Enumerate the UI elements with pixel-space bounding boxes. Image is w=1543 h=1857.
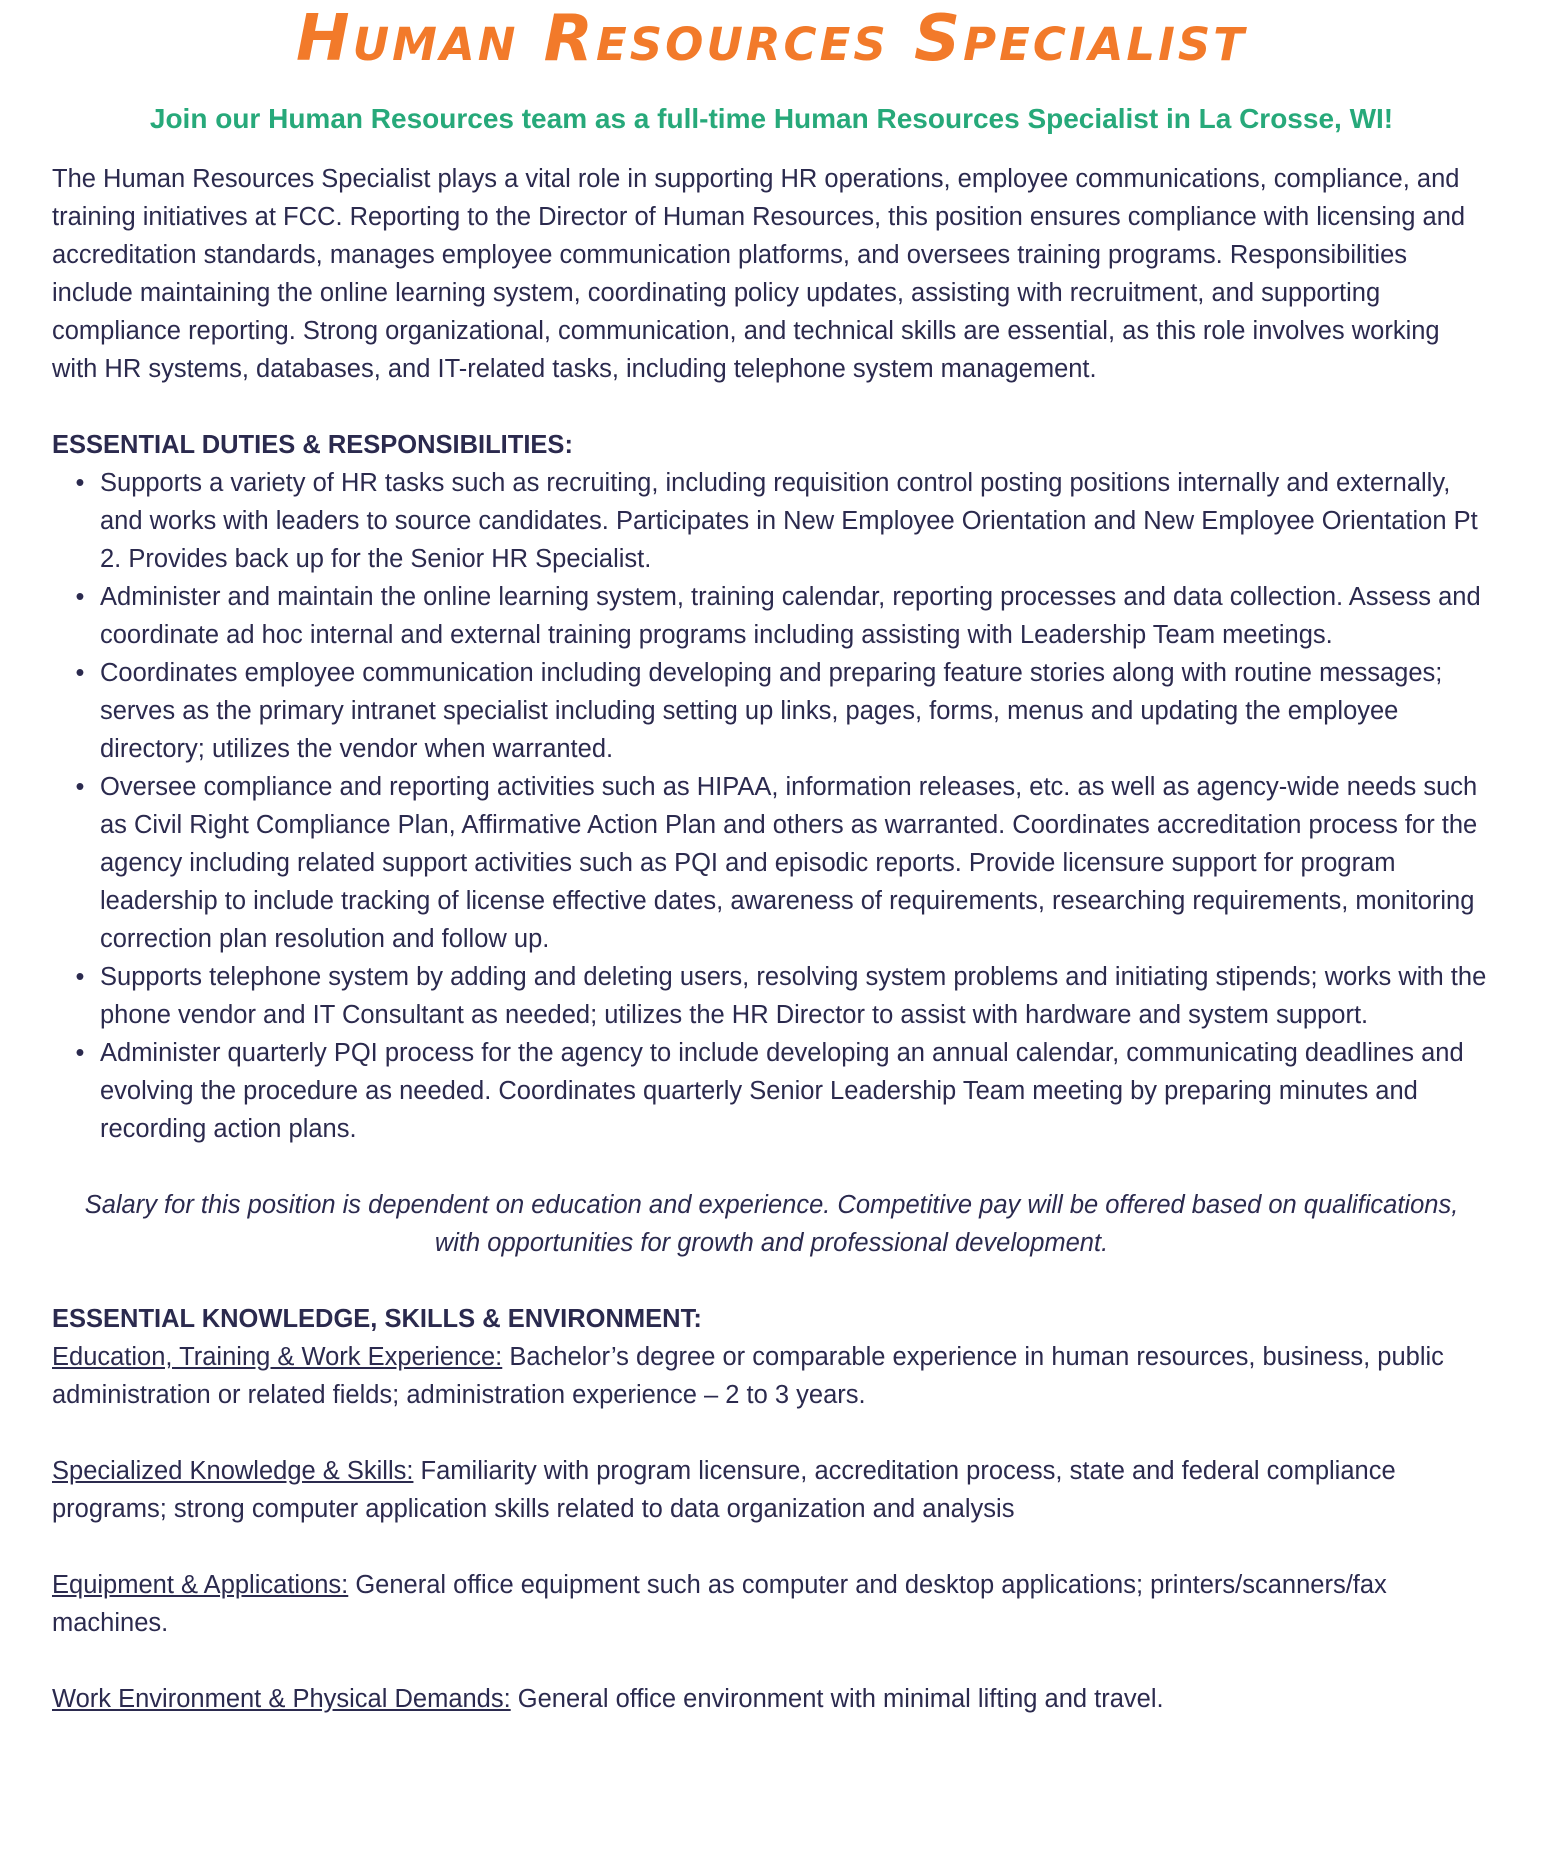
bullet-icon: • <box>75 1039 85 1067</box>
salary-note: Salary for this position is dependent on education and experience. Competitive pay will be offered based on qualifications, with opportunities for growth and professional development. <box>84 1191 1459 1257</box>
kse-heading: ESSENTIAL KNOWLEDGE, SKILLS & ENVIRONMENT: <box>52 1305 702 1333</box>
list-item <box>75 1034 1491 1148</box>
kse-skills-text: Familiarity with program licensure, accreditation process, state and federal compliance programs; strong computer application skills related to data organization and analysis <box>52 1457 1396 1523</box>
bullet-icon: • <box>75 583 85 611</box>
list-item <box>75 654 1491 768</box>
kse-education <box>52 1338 1491 1414</box>
list-item <box>75 768 1491 958</box>
duty-text: Oversee compliance and reporting activities such as HIPAA, information releases, etc. as well as agency-wide needs such as Civil Right Compliance Plan, Affirmative Action Plan and others as warranted. Coordinates accreditation process for the agency including related support activities such as PQI and episodic reports. Provide licensure support for program leadership to include tracking of license effective dates, awareness of requirements, researching requirements, monitoring correction plan resolution and follow up. <box>100 773 1478 953</box>
kse-equipment <box>52 1566 1491 1642</box>
list-item <box>75 578 1491 654</box>
duty-text: Coordinates employee communication including developing and preparing feature stories along with routine messages; serves as the primary intranet specialist including setting up links, pages, forms, menus and updating the employee directory; utilizes the vendor when warranted. <box>100 659 1443 763</box>
duties-list <box>52 464 1491 1148</box>
bullet-icon: • <box>75 659 85 687</box>
list-item <box>75 958 1491 1034</box>
kse-equipment-text: General office equipment such as computer and desktop applications; printers/scanners/fax machines. <box>52 1571 1387 1637</box>
bullet-icon: • <box>75 469 85 497</box>
kse-education-text: Bachelor’s degree or comparable experience in human resources, business, public administration or related fields; administration experience – 2 to 3 years. <box>52 1343 1444 1409</box>
page-subtitle: Join our Human Resources team as a full-time Human Resources Specialist in La Crosse, WI! <box>149 103 1394 134</box>
kse-environment-text: General office environment with minimal lifting and travel. <box>510 1685 1164 1713</box>
kse-equipment-label: Equipment & Applications: <box>52 1571 349 1599</box>
kse-skills-label: Specialized Knowledge & Skills: <box>52 1457 414 1485</box>
duty-text: Administer and maintain the online learning system, training calendar, reporting processes and data collection. Assess and coordinate ad hoc internal and external training programs including assisting with Leadership Team meetings. <box>100 583 1481 649</box>
duty-text: Supports telephone system by adding and deleting users, resolving system problems and initiating stipends; works with the phone vendor and IT Consultant as needed; utilizes the HR Director to assist with hardware and system support. <box>100 963 1487 1029</box>
kse-education-label: Education, Training & Work Experience: <box>52 1343 503 1371</box>
kse-environment <box>52 1680 1491 1718</box>
kse-skills <box>52 1452 1491 1528</box>
intro-paragraph: The Human Resources Specialist plays a vital role in supporting HR operations, employee communications, compliance, and training initiatives at FCC. Reporting to the Director of Human Resources, this position ensures compliance with licensing and accreditation standards, manages employee communication platforms, and oversees training programs. Responsibilities include maintaining the online learning system, coordinating policy updates, assisting with recruitment, and supporting compliance reporting. Strong organizational, communication, and technical skills are essential, as this role involves working with HR systems, databases, and IT-related tasks, including telephone system management. <box>52 165 1466 383</box>
bullet-icon: • <box>75 773 85 801</box>
duties-heading: ESSENTIAL DUTIES & RESPONSIBILITIES: <box>52 431 573 459</box>
kse-environment-label: Work Environment & Physical Demands: <box>52 1685 511 1713</box>
duty-text: Administer quarterly PQI process for the agency to include developing an annual calendar, communicating deadlines and evolving the procedure as needed. Coordinates quarterly Senior Leadership Team meeting by preparing minutes and recording action plans. <box>100 1039 1464 1143</box>
bullet-icon: • <box>75 963 85 991</box>
duty-text: Supports a variety of HR tasks such as recruiting, including requisition control posting positions internally and externally, and works with leaders to source candidates. Participates in New Employee Orientation and New Employee Orientation Pt 2. Provides back up for the Senior HR Specialist. <box>100 469 1478 573</box>
page-title: Human Resources Specialist <box>296 2 1247 76</box>
list-item <box>75 464 1491 578</box>
